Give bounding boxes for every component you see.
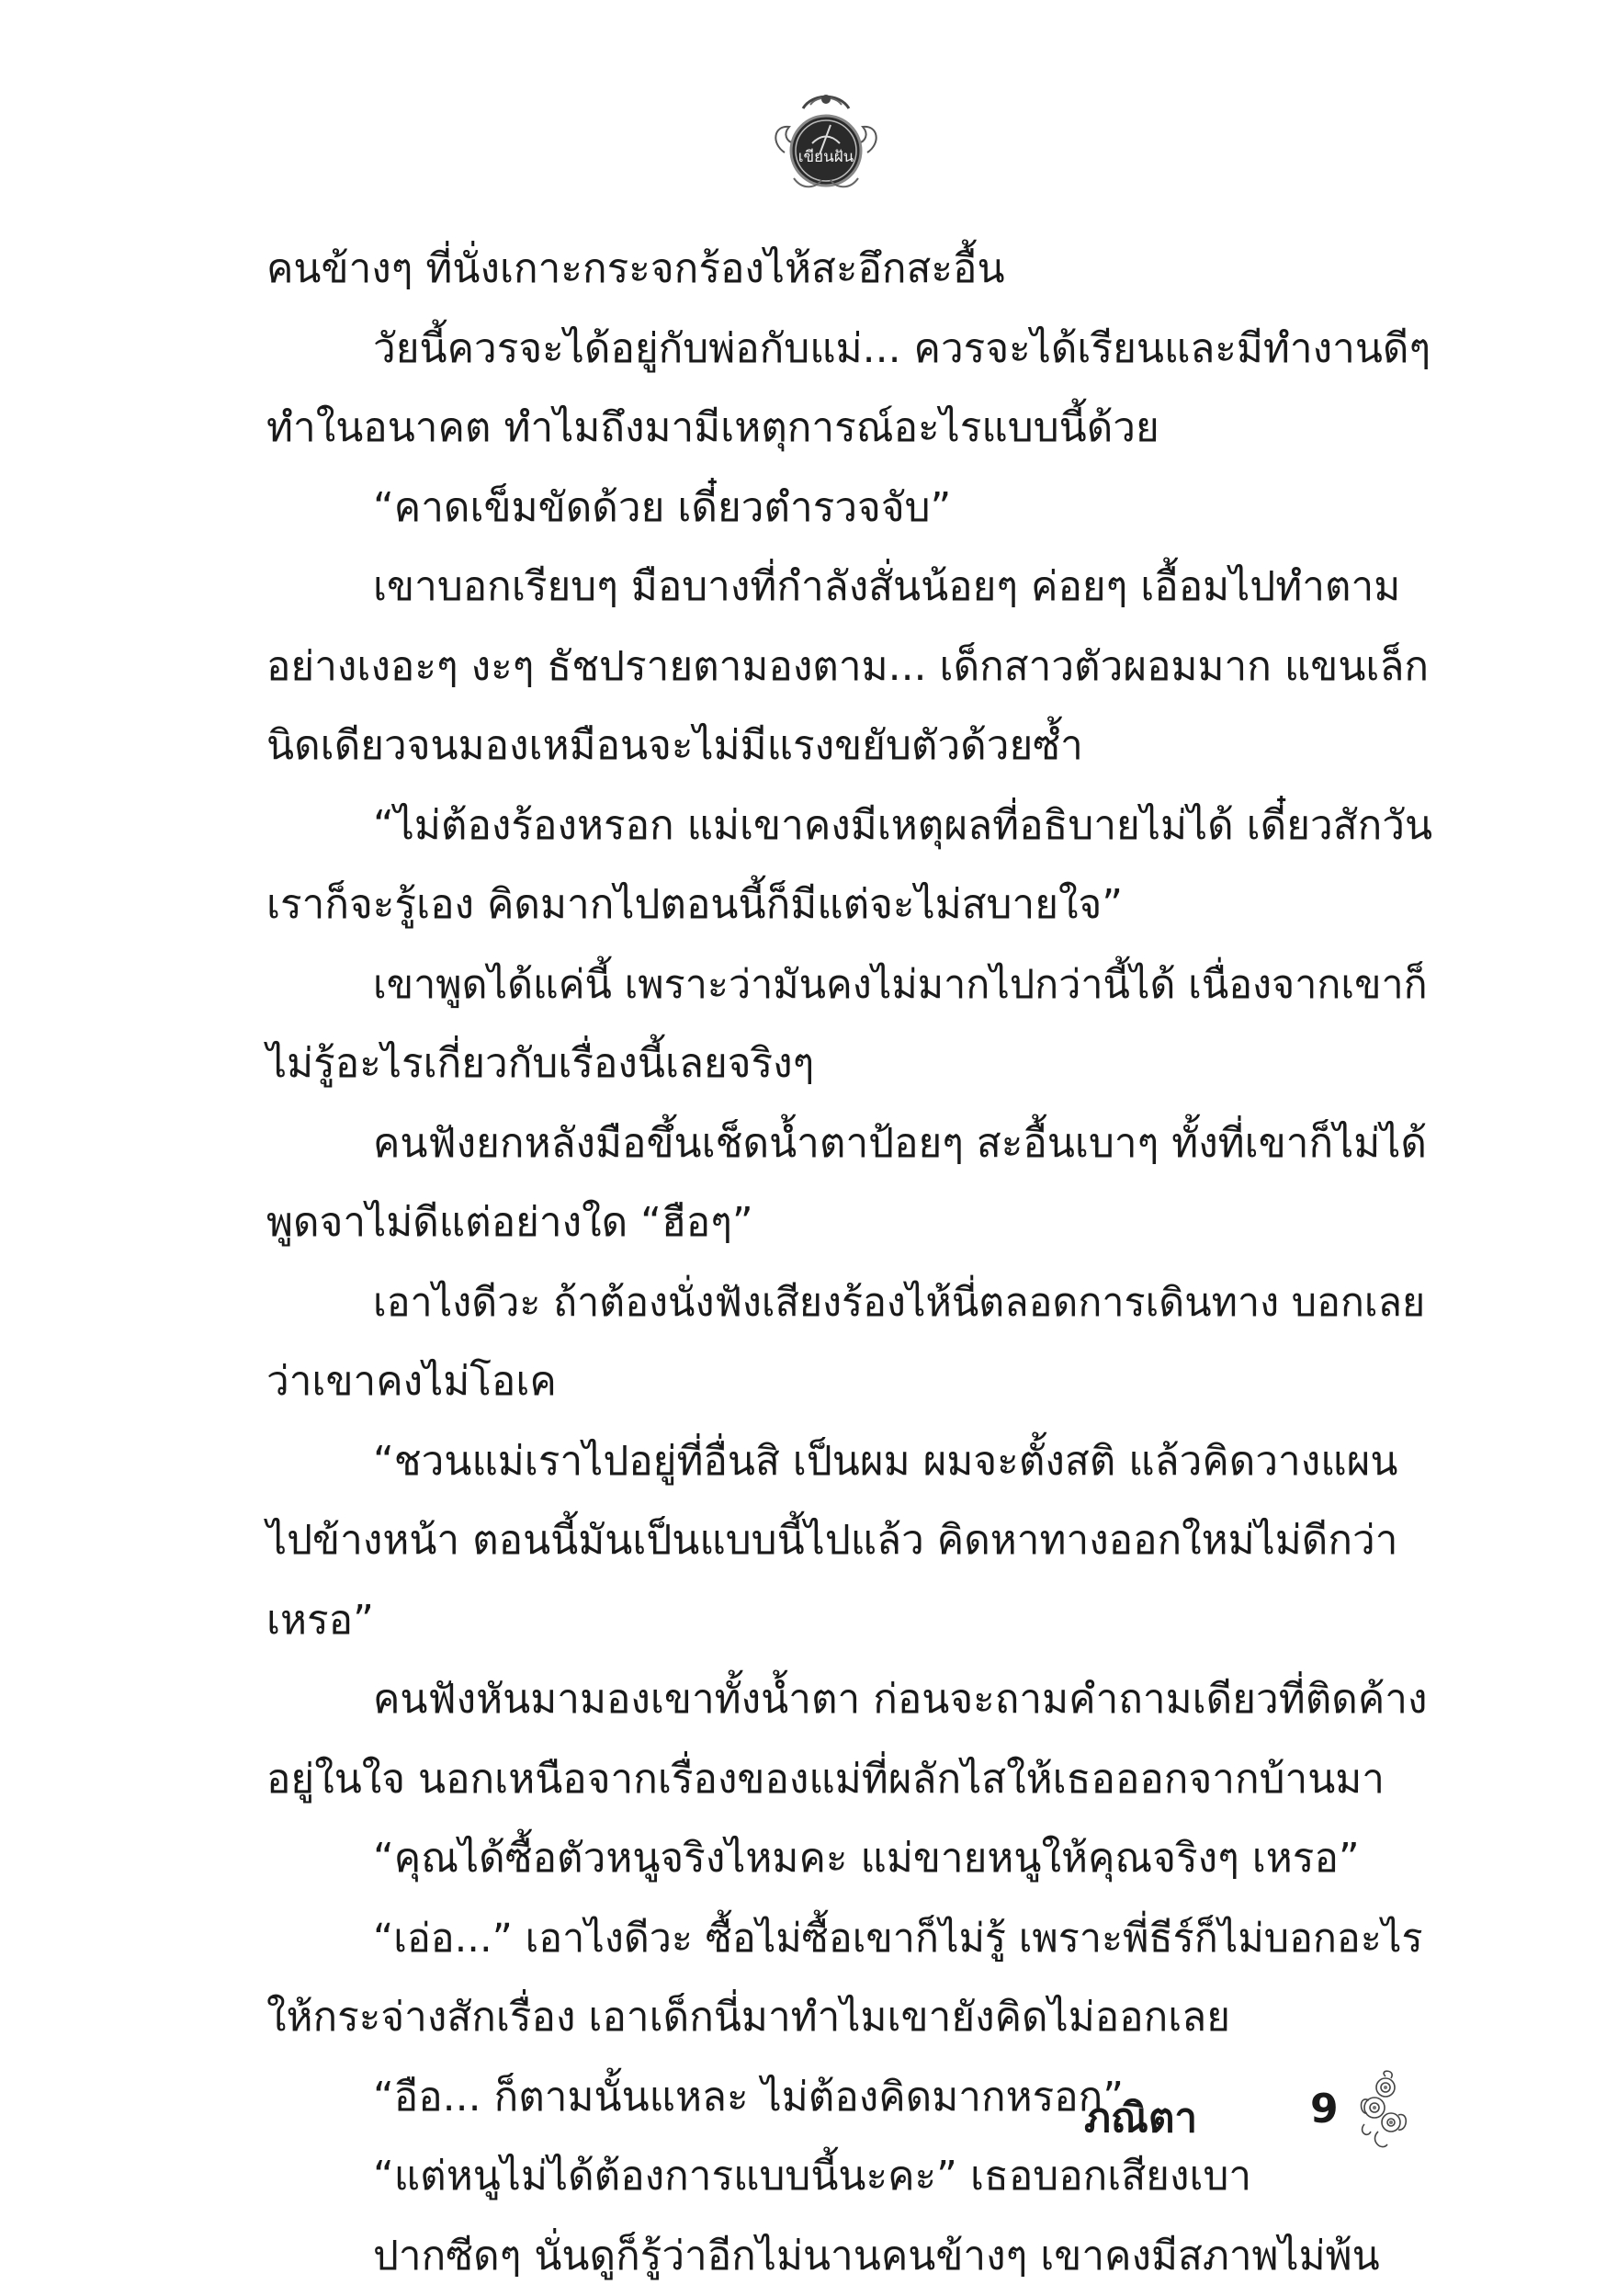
publisher-logo (766, 88, 886, 198)
text-line: เอาไงดีวะ ถ้าต้องนั่งฟังเสียงร้องไห้นี่ตลอดการเดินทาง บอกเลย (266, 1263, 1442, 1343)
text-line: อยู่ในใจ นอกเหนือจากเรื่องของแม่ที่ผลักไสให้เธอออกจากบ้านมา (266, 1740, 1442, 1820)
text-line: ว่าเขาคงไม่โอเค (266, 1342, 1442, 1422)
text-line: เราก็จะรู้เอง คิดมากไปตอนนี้ก็มีแต่จะไม่สบายใจ” (266, 865, 1442, 945)
page-number: 9 (1310, 2086, 1339, 2132)
text-line: คนฟังหันมามองเขาทั้งน้ำตา ก่อนจะถามคำถามเดียวที่ติดค้าง (266, 1660, 1442, 1740)
text-line: นิดเดียวจนมองเหมือนจะไม่มีแรงขยับตัวด้วยซ้ำ (266, 707, 1442, 786)
text-line: ให้กระจ่างสักเรื่อง เอาเด็กนี่มาทำไมเขายังคิดไม่ออกเลย (266, 1978, 1442, 2058)
text-line: “ไม่ต้องร้องหรอก แม่เขาคงมีเหตุผลที่อธิบายไม่ได้ เดี๋ยวสักวัน (266, 786, 1442, 866)
text-line: เขาบอกเรียบๆ มือบางที่กำลังสั่นน้อยๆ ค่อยๆ เอื้อมไปทำตาม (266, 548, 1442, 628)
text-line: “คาดเข็มขัดด้วย เดี๋ยวตำรวจจับ” (266, 469, 1442, 549)
text-line: “อือ... ก็ตามนั้นแหละ ไม่ต้องคิดมากหรอก” (266, 2058, 1442, 2138)
text-line: เขาพูดได้แค่นี้ เพราะว่ามันคงไม่มากไปกว่านี้ได้ เนื่องจากเขาก็ (266, 945, 1442, 1025)
book-title: ภณิตา (1084, 2086, 1197, 2150)
text-line: คนฟังยกหลังมือขึ้นเช็ดน้ำตาป้อยๆ สะอื้นเบาๆ ทั้งที่เขาก็ไม่ได้ (266, 1104, 1442, 1184)
text-line: ไม่รู้อะไรเกี่ยวกับเรื่องนี้เลยจริงๆ (266, 1024, 1442, 1104)
flower-ornament-icon (1351, 2067, 1415, 2159)
page-footer (1084, 2067, 1470, 2150)
text-line: เหรอ” (266, 1581, 1442, 1661)
text-line: ไปข้างหน้า ตอนนี้มันเป็นแบบนี้ไปแล้ว คิดหาทางออกใหม่ไม่ดีกว่า (266, 1501, 1442, 1581)
text-line: ทำในอนาคต ทำไมถึงมามีเหตุการณ์อะไรแบบนี้ด้วย (266, 389, 1442, 469)
text-line: “ชวนแม่เราไปอยู่ที่อื่นสิ เป็นผม ผมจะตั้งสติ แล้วคิดวางแผน (266, 1422, 1442, 1502)
text-line: อย่างเงอะๆ งะๆ ธัชปรายตามองตาม... เด็กสาวตัวผอมมาก แขนเล็ก (266, 628, 1442, 707)
text-line: “แต่หนูไม่ได้ต้องการแบบนี้นะคะ” เธอบอกเสียงเบา (266, 2137, 1442, 2217)
body-text (266, 230, 1442, 2296)
logo-lettering: เขียนฝัน (798, 148, 854, 166)
text-line: ปากซีดๆ นั่นดูก็รู้ว่าอีกไม่นานคนข้างๆ เขาคงมีสภาพไม่พ้น (266, 2217, 1442, 2296)
text-line: “คุณได้ซื้อตัวหนูจริงไหมคะ แม่ขายหนูให้คุณจริงๆ เหรอ” (266, 1819, 1442, 1899)
text-line: คนข้างๆ ที่นั่งเกาะกระจกร้องไห้สะอึกสะอื้น (266, 230, 1442, 310)
text-line: “เอ่อ...” เอาไงดีวะ ซื้อไม่ซื้อเขาก็ไม่รู้ เพราะพี่ธีร์ก็ไม่บอกอะไร (266, 1899, 1442, 1979)
text-line: วัยนี้ควรจะได้อยู่กับพ่อกับแม่... ควรจะได้เรียนและมีทำงานดีๆ (266, 310, 1442, 390)
text-line: พูดจาไม่ดีแต่อย่างใด “ฮือๆ” (266, 1183, 1442, 1263)
logo-ornament-icon (766, 88, 886, 198)
